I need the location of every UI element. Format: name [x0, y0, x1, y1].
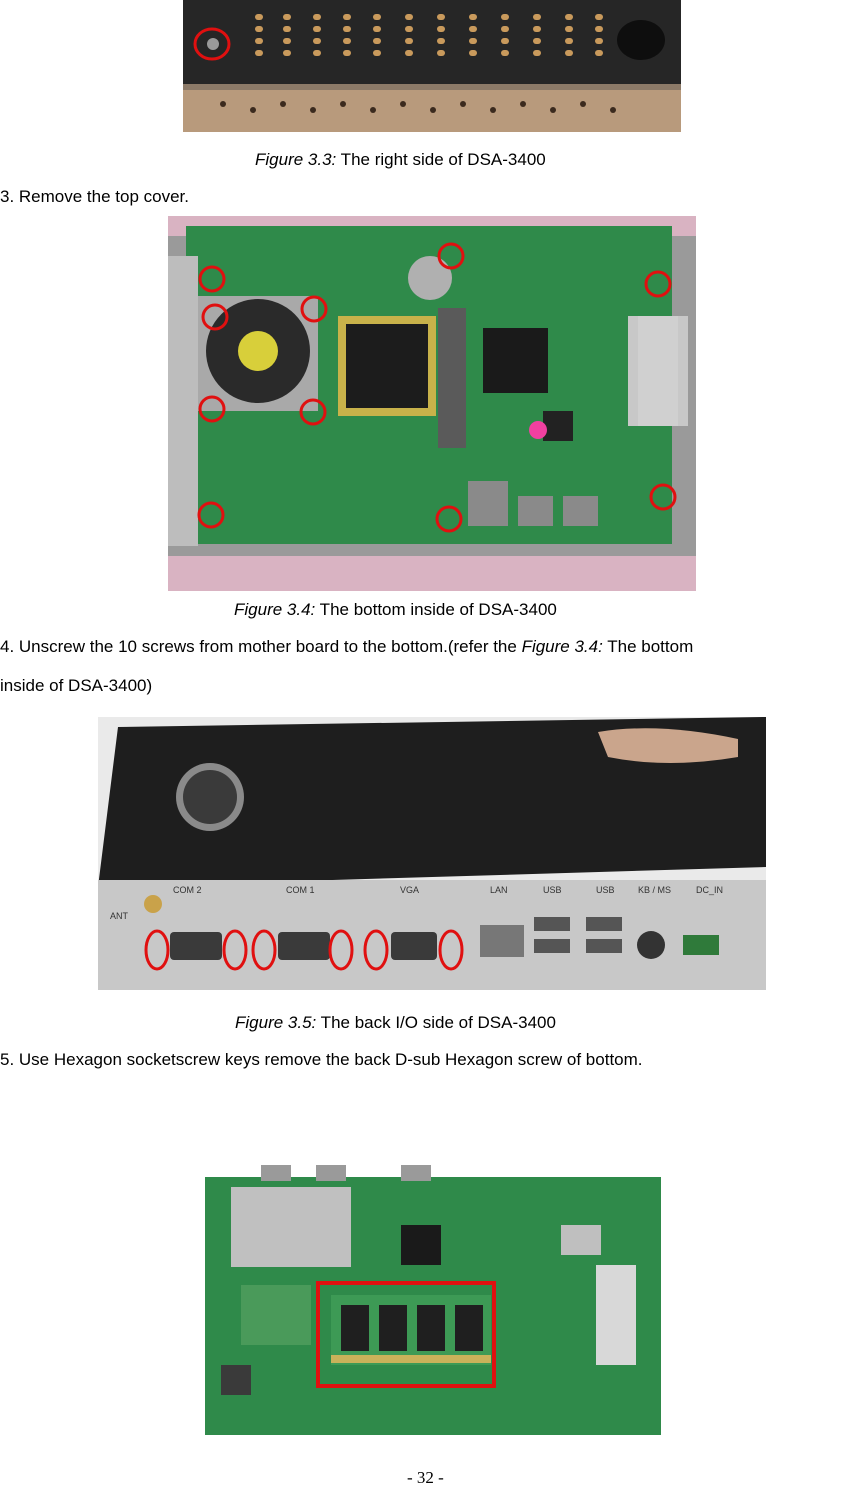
figure-3-5-photo [98, 717, 766, 990]
figure-caption-text: The right side of DSA-3400 [336, 150, 546, 169]
port-label-com1: COM 1 [286, 885, 315, 895]
port-label-usb-2: USB [596, 885, 615, 895]
port-label-com2: COM 2 [173, 885, 202, 895]
step-4-line-2: inside of DSA-3400) [0, 676, 153, 695]
port-label-lan: LAN [490, 885, 508, 895]
step-3-text: 3. Remove the top cover. [0, 187, 189, 206]
figure-label: Figure 3.3: [255, 150, 337, 169]
port-label-ant: ANT [110, 911, 128, 921]
step-4-text-cont: The bottom [602, 637, 694, 656]
figure-3-5-caption [235, 1013, 556, 1033]
figure-3-4-caption [234, 600, 557, 620]
figure-3-3-caption [255, 150, 546, 170]
port-label-usb-1: USB [543, 885, 562, 895]
page-number: - 32 - [407, 1468, 444, 1487]
step-5-text: 5. Use Hexagon socketscrew keys remove the back D-sub Hexagon screw of bottom. [0, 1050, 643, 1069]
figure-label: Figure 3.5: [235, 1013, 317, 1032]
step-4-line-1 [0, 637, 693, 657]
figure-3-3-photo [183, 0, 681, 132]
motherboard-underside-photo [201, 1165, 662, 1441]
figure-caption-text: The back I/O side of DSA-3400 [316, 1013, 556, 1032]
port-label-dcin: DC_IN [696, 885, 724, 895]
figure-caption-text: The bottom inside of DSA-3400 [315, 600, 557, 619]
step-4-text: 4. Unscrew the 10 screws from mother board to the bottom.(refer the [0, 637, 522, 656]
port-label-vga: VGA [400, 885, 420, 895]
figure-label: Figure 3.4: [234, 600, 316, 619]
figure-3-4-photo [168, 216, 696, 591]
port-label-kbms: KB / MS [638, 885, 672, 895]
figure-reference: Figure 3.4: [521, 637, 603, 656]
